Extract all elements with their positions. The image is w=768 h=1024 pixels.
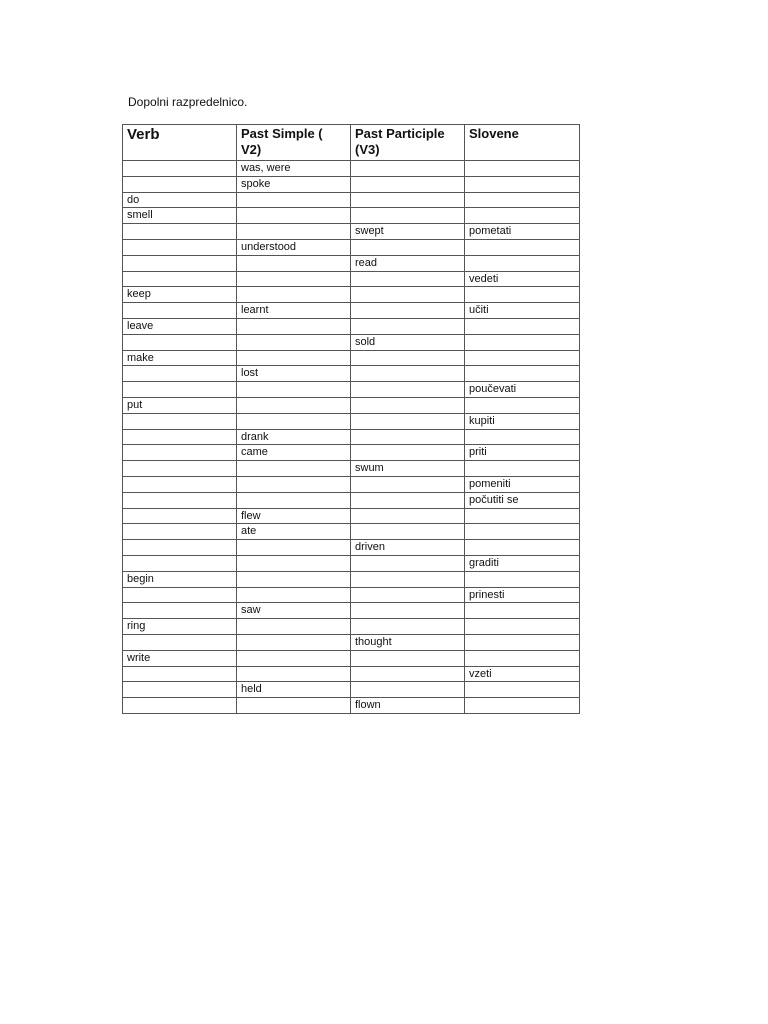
verb-table (122, 124, 580, 714)
cell-past-participle (351, 587, 465, 603)
table-row (123, 287, 580, 303)
table-row (123, 224, 580, 240)
table-row (123, 603, 580, 619)
cell-past-simple: drank (237, 429, 351, 445)
cell-past-participle (351, 508, 465, 524)
cell-verb (123, 445, 237, 461)
cell-past-simple (237, 461, 351, 477)
cell-verb (123, 239, 237, 255)
table-row (123, 318, 580, 334)
cell-verb (123, 303, 237, 319)
cell-slovene (465, 508, 580, 524)
cell-verb (123, 682, 237, 698)
cell-slovene (465, 603, 580, 619)
cell-past-simple (237, 492, 351, 508)
cell-past-simple (237, 350, 351, 366)
table-row (123, 698, 580, 714)
cell-past-participle (351, 619, 465, 635)
cell-verb (123, 524, 237, 540)
cell-slovene: počutiti se (465, 492, 580, 508)
cell-verb: put (123, 397, 237, 413)
cell-slovene (465, 176, 580, 192)
table-row (123, 508, 580, 524)
cell-slovene (465, 619, 580, 635)
cell-verb: write (123, 650, 237, 666)
cell-past-participle: thought (351, 634, 465, 650)
cell-past-participle (351, 350, 465, 366)
cell-past-participle: driven (351, 540, 465, 556)
cell-slovene: graditi (465, 555, 580, 571)
cell-verb (123, 540, 237, 556)
cell-past-simple: understood (237, 239, 351, 255)
cell-past-simple: learnt (237, 303, 351, 319)
cell-past-simple: flew (237, 508, 351, 524)
cell-past-participle (351, 413, 465, 429)
cell-verb (123, 366, 237, 382)
cell-past-participle: sold (351, 334, 465, 350)
header-past-simple: Past Simple ( V2) (237, 125, 351, 161)
table-row (123, 571, 580, 587)
cell-verb (123, 271, 237, 287)
cell-verb: ring (123, 619, 237, 635)
cell-slovene (465, 698, 580, 714)
cell-slovene: kupiti (465, 413, 580, 429)
cell-slovene: učiti (465, 303, 580, 319)
cell-past-simple (237, 271, 351, 287)
cell-past-participle (351, 271, 465, 287)
header-verb: Verb (123, 125, 237, 161)
cell-verb (123, 334, 237, 350)
cell-verb (123, 382, 237, 398)
cell-past-participle (351, 397, 465, 413)
cell-slovene (465, 397, 580, 413)
cell-slovene (465, 255, 580, 271)
cell-slovene (465, 334, 580, 350)
cell-slovene (465, 366, 580, 382)
cell-past-simple (237, 571, 351, 587)
cell-past-simple (237, 334, 351, 350)
cell-slovene: pomeniti (465, 476, 580, 492)
cell-slovene (465, 461, 580, 477)
table-row (123, 303, 580, 319)
table-body (123, 161, 580, 714)
table-row (123, 555, 580, 571)
cell-slovene (465, 350, 580, 366)
cell-past-participle (351, 161, 465, 177)
cell-past-participle (351, 666, 465, 682)
cell-past-simple (237, 666, 351, 682)
table-row (123, 208, 580, 224)
table-row (123, 176, 580, 192)
table-row (123, 255, 580, 271)
cell-verb (123, 698, 237, 714)
cell-past-simple (237, 255, 351, 271)
cell-slovene (465, 192, 580, 208)
cell-verb (123, 603, 237, 619)
cell-verb: smell (123, 208, 237, 224)
cell-verb: do (123, 192, 237, 208)
cell-past-participle (351, 192, 465, 208)
cell-slovene: priti (465, 445, 580, 461)
cell-verb: begin (123, 571, 237, 587)
cell-past-simple (237, 287, 351, 303)
table-row (123, 161, 580, 177)
cell-past-simple (237, 555, 351, 571)
table-row (123, 429, 580, 445)
cell-past-participle (351, 476, 465, 492)
cell-past-simple (237, 540, 351, 556)
cell-past-participle (351, 208, 465, 224)
cell-past-participle (351, 682, 465, 698)
cell-past-participle (351, 429, 465, 445)
cell-past-simple (237, 224, 351, 240)
cell-past-simple (237, 413, 351, 429)
cell-past-participle (351, 524, 465, 540)
cell-slovene (465, 571, 580, 587)
table-row (123, 666, 580, 682)
cell-verb (123, 476, 237, 492)
cell-slovene (465, 650, 580, 666)
cell-slovene (465, 208, 580, 224)
cell-slovene (465, 634, 580, 650)
table-row (123, 650, 580, 666)
table-row (123, 350, 580, 366)
cell-verb (123, 587, 237, 603)
cell-slovene (465, 524, 580, 540)
cell-verb (123, 429, 237, 445)
cell-verb (123, 461, 237, 477)
cell-verb (123, 666, 237, 682)
cell-past-simple (237, 397, 351, 413)
table-row (123, 445, 580, 461)
cell-past-simple: lost (237, 366, 351, 382)
cell-past-simple (237, 650, 351, 666)
cell-past-participle: read (351, 255, 465, 271)
cell-slovene (465, 429, 580, 445)
table-row (123, 382, 580, 398)
table-row (123, 492, 580, 508)
table-row (123, 682, 580, 698)
table-header-row (123, 125, 580, 161)
cell-past-participle (351, 176, 465, 192)
cell-past-participle (351, 603, 465, 619)
cell-past-participle (351, 303, 465, 319)
table-row (123, 476, 580, 492)
table-row (123, 413, 580, 429)
cell-past-participle: swept (351, 224, 465, 240)
cell-slovene: vzeti (465, 666, 580, 682)
cell-verb: leave (123, 318, 237, 334)
cell-verb: keep (123, 287, 237, 303)
cell-slovene (465, 318, 580, 334)
cell-past-simple: saw (237, 603, 351, 619)
table-row (123, 540, 580, 556)
cell-past-participle (351, 555, 465, 571)
cell-past-participle (351, 382, 465, 398)
cell-past-simple (237, 587, 351, 603)
cell-slovene: pometati (465, 224, 580, 240)
cell-verb (123, 508, 237, 524)
cell-past-simple: was, were (237, 161, 351, 177)
table-row (123, 461, 580, 477)
cell-past-participle: swum (351, 461, 465, 477)
cell-past-simple (237, 318, 351, 334)
cell-past-participle (351, 366, 465, 382)
cell-verb (123, 555, 237, 571)
cell-past-participle (351, 287, 465, 303)
cell-slovene (465, 682, 580, 698)
cell-verb (123, 176, 237, 192)
cell-past-simple (237, 698, 351, 714)
instruction-text: Dopolni razpredelnico. (128, 95, 248, 109)
cell-past-participle (351, 492, 465, 508)
cell-past-simple (237, 476, 351, 492)
cell-past-participle: flown (351, 698, 465, 714)
cell-past-simple: came (237, 445, 351, 461)
cell-slovene (465, 287, 580, 303)
cell-slovene: prinesti (465, 587, 580, 603)
cell-verb (123, 492, 237, 508)
cell-past-simple (237, 619, 351, 635)
cell-past-simple: spoke (237, 176, 351, 192)
cell-verb: make (123, 350, 237, 366)
cell-verb (123, 255, 237, 271)
table-row (123, 366, 580, 382)
cell-past-participle (351, 445, 465, 461)
table-row (123, 239, 580, 255)
cell-past-simple (237, 208, 351, 224)
table-row (123, 192, 580, 208)
cell-past-simple (237, 634, 351, 650)
cell-slovene (465, 239, 580, 255)
cell-verb (123, 224, 237, 240)
cell-past-simple: ate (237, 524, 351, 540)
cell-slovene (465, 540, 580, 556)
cell-past-participle (351, 239, 465, 255)
header-slovene: Slovene (465, 125, 580, 161)
cell-past-simple (237, 382, 351, 398)
table-row (123, 524, 580, 540)
cell-past-participle (351, 318, 465, 334)
cell-verb (123, 634, 237, 650)
table-row (123, 587, 580, 603)
cell-slovene (465, 161, 580, 177)
cell-slovene: vedeti (465, 271, 580, 287)
cell-verb (123, 413, 237, 429)
header-past-participle: Past Participle (V3) (351, 125, 465, 161)
table-row (123, 334, 580, 350)
cell-past-simple (237, 192, 351, 208)
cell-slovene: poučevati (465, 382, 580, 398)
table-row (123, 619, 580, 635)
table-row (123, 271, 580, 287)
table-row (123, 397, 580, 413)
cell-past-participle (351, 650, 465, 666)
cell-past-participle (351, 571, 465, 587)
table-row (123, 634, 580, 650)
cell-verb (123, 161, 237, 177)
cell-past-simple: held (237, 682, 351, 698)
